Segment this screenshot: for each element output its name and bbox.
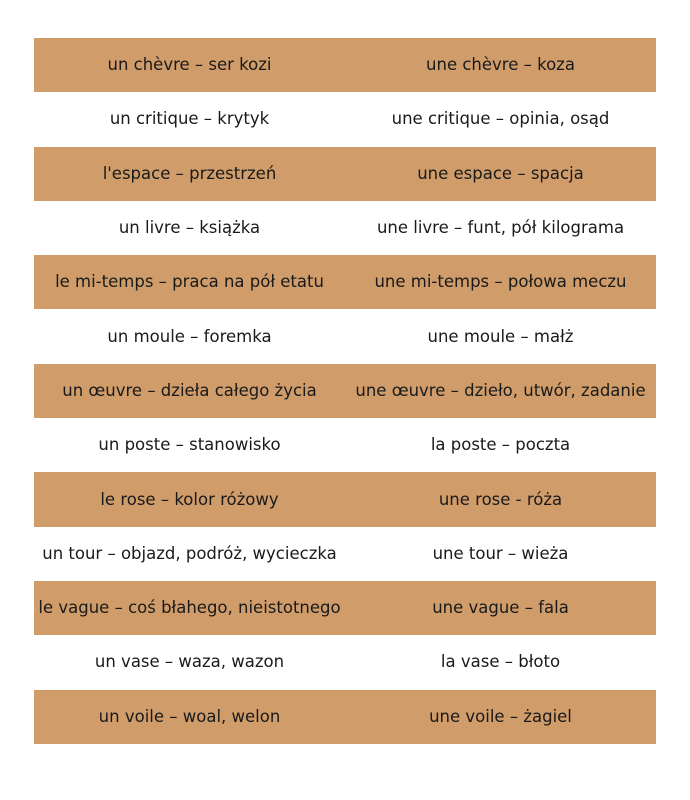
masculine-cell: un chèvre – ser kozi — [107, 55, 272, 75]
feminine-cell: la poste – poczta — [430, 435, 571, 455]
table-row — [34, 364, 656, 418]
masculine-cell: un œuvre – dzieła całego życia — [62, 380, 317, 400]
table-row — [34, 255, 656, 309]
table-row — [34, 309, 656, 363]
masculine-cell: un vase – waza, wazon — [94, 652, 285, 672]
masculine-cell: le mi-temps – praca na pół etatu — [55, 272, 324, 292]
feminine-cell: une voile – żagiel — [429, 706, 572, 726]
masculine-cell: l'espace – przestrzeń — [102, 163, 277, 183]
feminine-cell: une vague – fala — [432, 598, 569, 618]
masculine-cell: un poste – stanowisko — [98, 435, 281, 455]
table-row — [34, 92, 656, 146]
feminine-cell: une chèvre – koza — [426, 55, 575, 75]
feminine-cell: la vase – błoto — [440, 652, 561, 672]
table-row — [34, 690, 656, 744]
table-row — [34, 201, 656, 255]
table-row — [34, 147, 656, 201]
feminine-cell: une tour – wieża — [432, 543, 569, 563]
table-row — [34, 472, 656, 526]
masculine-cell: le rose – kolor różowy — [100, 489, 279, 509]
masculine-cell: un critique – krytyk — [109, 109, 270, 129]
feminine-cell: une espace – spacja — [417, 163, 584, 183]
table-row — [34, 418, 656, 472]
masculine-cell: un tour – objazd, podróż, wycieczka — [42, 543, 337, 563]
masculine-cell: le vague – coś błahego, nieistotnego — [38, 598, 341, 618]
table-row — [34, 38, 656, 92]
feminine-cell: une moule – małż — [427, 326, 574, 346]
masculine-cell: un moule – foremka — [107, 326, 272, 346]
table-row — [34, 581, 656, 635]
table-row — [34, 527, 656, 581]
feminine-cell: une mi-temps – połowa meczu — [374, 272, 627, 292]
vocabulary-table — [34, 38, 656, 744]
feminine-cell: une livre – funt, pół kilograma — [376, 218, 625, 238]
table-row — [34, 635, 656, 689]
feminine-cell: une œuvre – dzieło, utwór, zadanie — [355, 380, 646, 400]
feminine-cell: une rose - róża — [438, 489, 563, 509]
masculine-cell: un voile – woal, welon — [98, 706, 281, 726]
masculine-cell: un livre – książka — [118, 218, 261, 238]
feminine-cell: une critique – opinia, osąd — [391, 109, 610, 129]
